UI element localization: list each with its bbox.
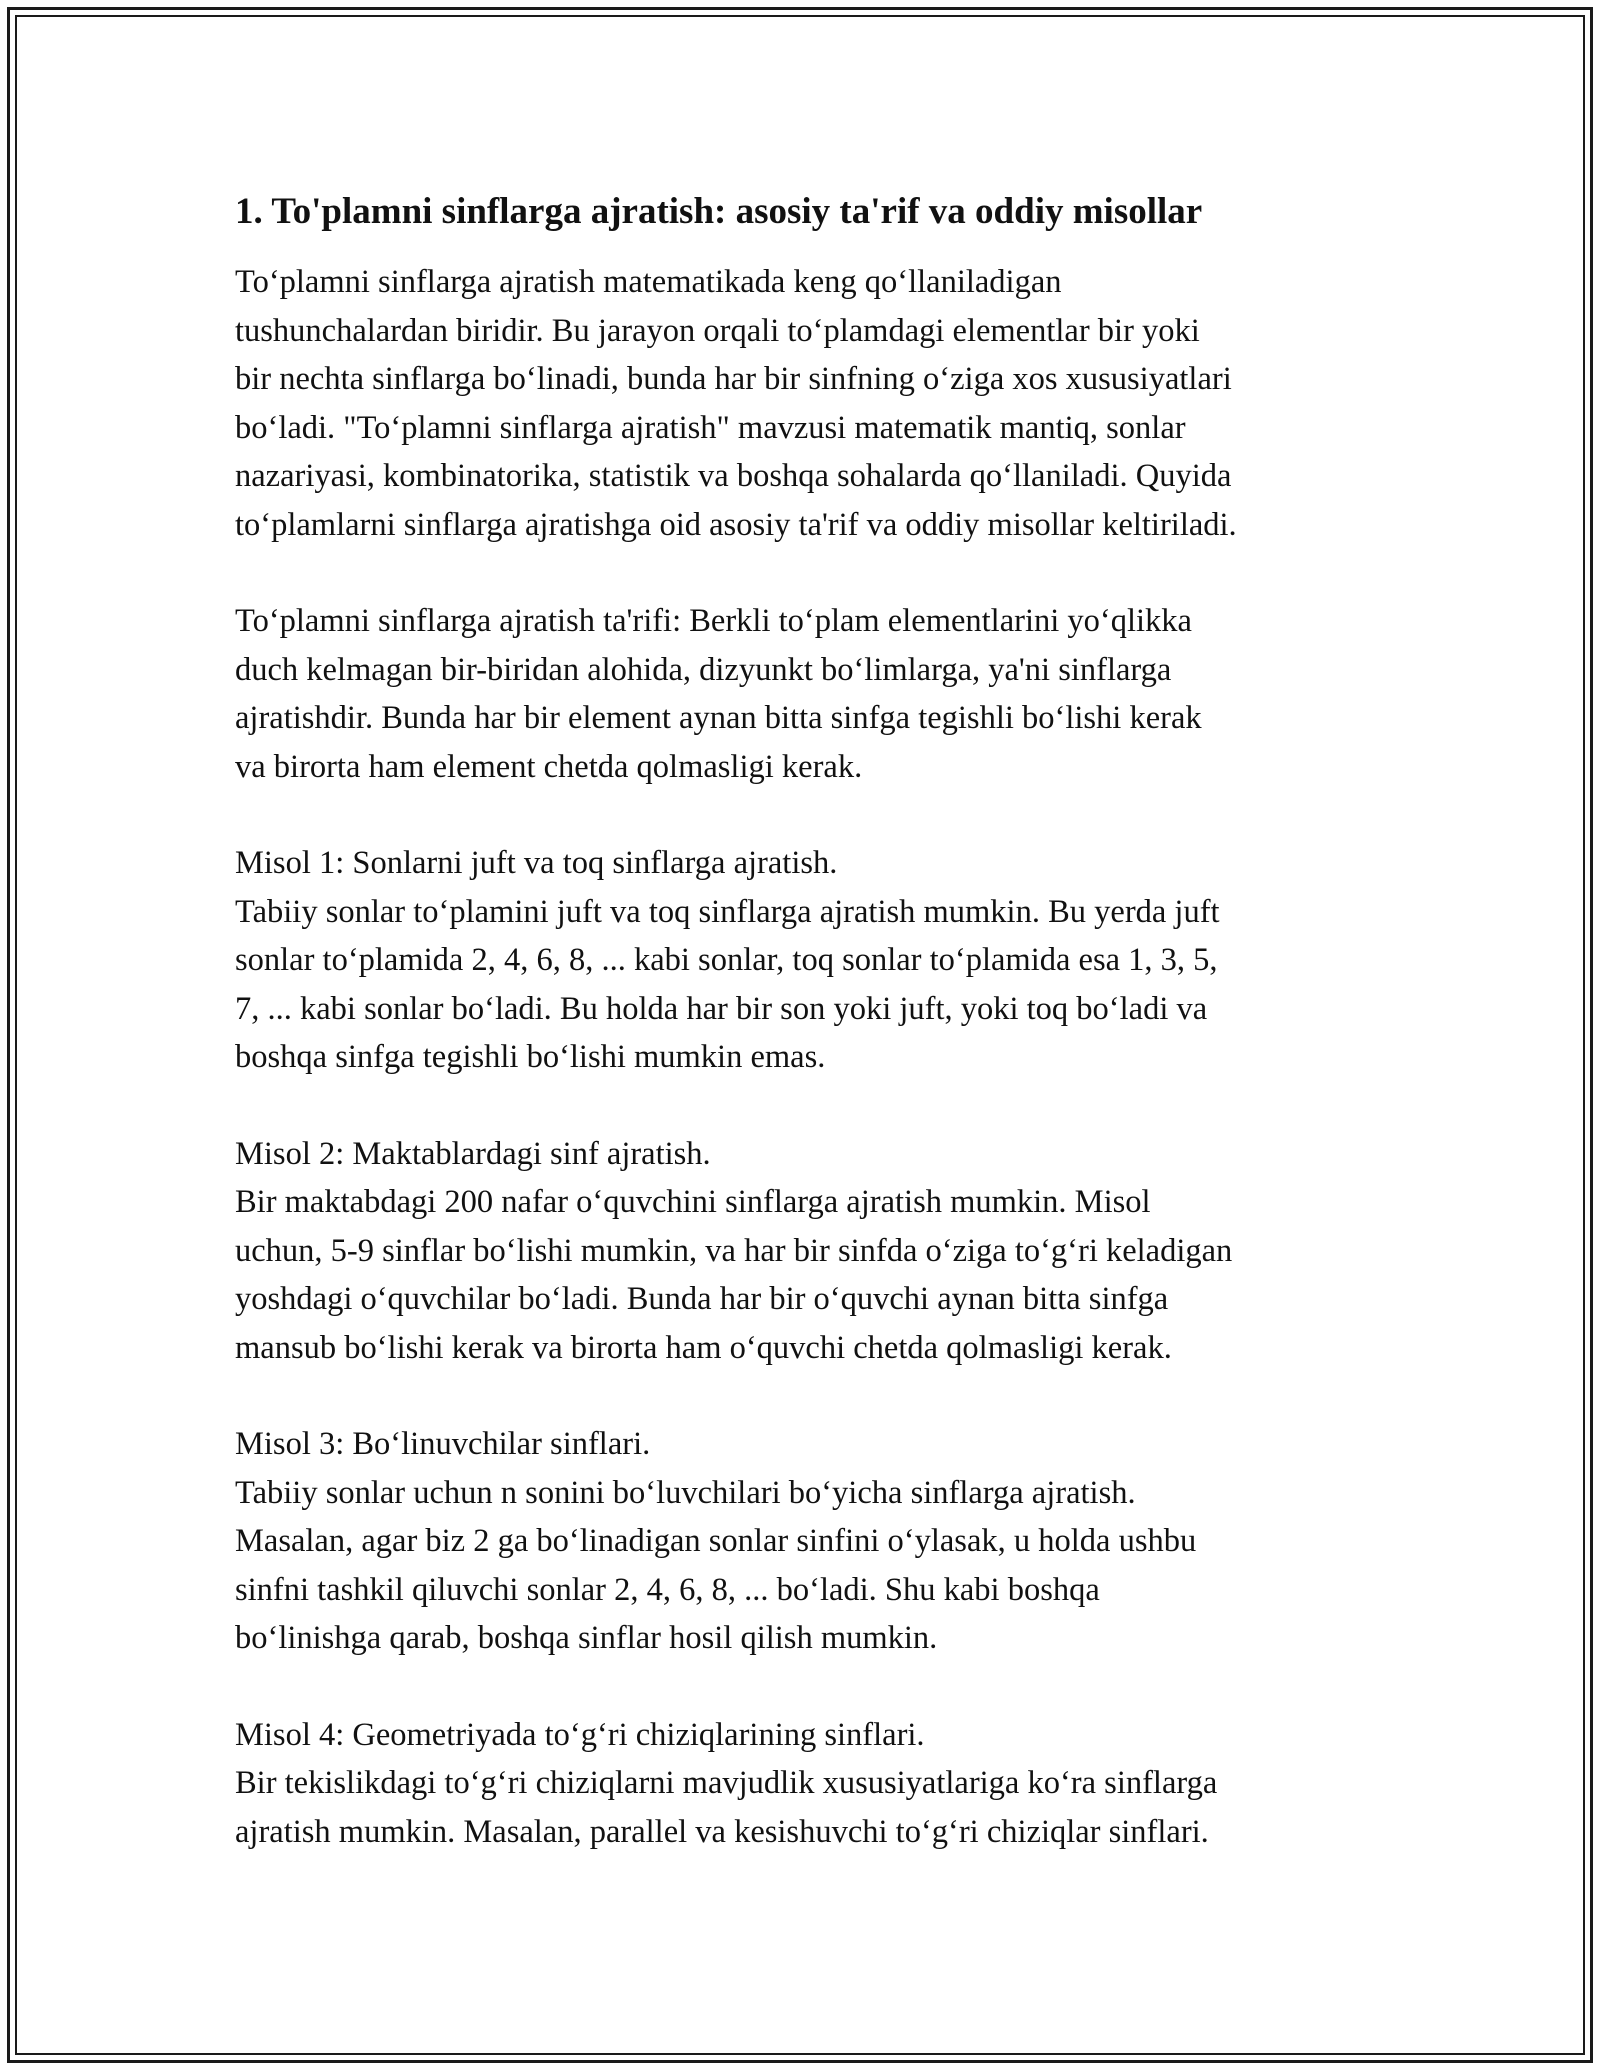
text-line: Bir maktabdagi 200 nafar o‘quvchini sinflarga ajratish mumkin. Misol	[235, 1184, 1151, 1220]
text-line: Tabiiy sonlar to‘plamini juft va toq sinflarga ajratish mumkin. Bu yerda juft	[235, 893, 1220, 930]
text-line: To‘plamni sinflarga ajratish matematikada keng qo‘llaniladigan	[235, 264, 1062, 300]
text-line: duch kelmagan bir-biridan alohida, dizyunkt bo‘limlarga, ya'ni sinflarga	[235, 651, 1172, 688]
document-title: 1. To'plamni sinflarga ajratish: asosiy ta'rif va oddiy misollar	[235, 191, 1203, 232]
text-line: va birorta ham element chetda qolmasligi kerak.	[235, 748, 863, 785]
example-1-paragraph	[235, 839, 1375, 1082]
text-line: tushunchalardan biridir. Bu jarayon orqali to‘plamdagi elementlar bir yoki	[235, 312, 1200, 349]
text-line: ajratish mumkin. Masalan, parallel va kesishuvchi to‘g‘ri chiziqlar sinflari.	[235, 1813, 1209, 1850]
example-4-paragraph	[235, 1711, 1375, 1857]
example-heading: Misol 1: Sonlarni juft va toq sinflarga ajratish.	[235, 845, 838, 881]
text-line: boshqa sinfga tegishli bo‘lishi mumkin emas.	[235, 1039, 826, 1075]
text-line: bo‘linishga qarab, boshqa sinflar hosil qilish mumkin.	[235, 1620, 938, 1656]
text-line: Bir tekislikdagi to‘g‘ri chiziqlarni mavjudlik xususiyatlariga ko‘ra sinflarga	[235, 1765, 1218, 1801]
intro-paragraph	[235, 258, 1375, 549]
document-body	[235, 186, 1375, 1856]
text-line: mansub bo‘lishi kerak va birorta ham o‘quvchi chetda qolmasligi kerak.	[235, 1329, 1172, 1366]
text-line: sonlar to‘plamida 2, 4, 6, 8, ... kabi sonlar, toq sonlar to‘plamida esa 1, 3, 5,	[235, 942, 1218, 978]
example-heading: Misol 4: Geometriyada to‘g‘ri chiziqlarining sinflari.	[235, 1716, 925, 1753]
text-line: Masalan, agar biz 2 ga bo‘linadigan sonlar sinfini o‘ylasak, u holda ushbu	[235, 1523, 1197, 1559]
text-line: bo‘ladi. "To‘plamni sinflarga ajratish" mavzusi matematik mantiq, sonlar	[235, 409, 1186, 446]
text-line: Tabiiy sonlar uchun n sonini bo‘luvchilari bo‘yicha sinflarga ajratish.	[235, 1474, 1136, 1511]
text-line: uchun, 5-9 sinflar bo‘lishi mumkin, va har bir sinfda o‘ziga to‘g‘ri keladigan	[235, 1232, 1233, 1269]
text-line: to‘plamlarni sinflarga ajratishga oid asosiy ta'rif va oddiy misollar keltiriladi.	[235, 506, 1237, 543]
text-line: ajratishdir. Bunda har bir element aynan bitta sinfga tegishli bo‘lishi kerak	[235, 700, 1202, 736]
example-2-paragraph	[235, 1130, 1375, 1373]
text-line: nazariyasi, kombinatorika, statistik va boshqa sohalarda qo‘llaniladi. Quyida	[235, 458, 1232, 494]
example-heading: Misol 3: Bo‘linuvchilar sinflari.	[235, 1426, 651, 1462]
example-heading: Misol 2: Maktablardagi sinf ajratish.	[235, 1135, 711, 1172]
text-line: 7, ... kabi sonlar bo‘ladi. Bu holda har bir son yoki juft, yoki toq bo‘ladi va	[235, 990, 1208, 1027]
text-line: sinfni tashkil qiluvchi sonlar 2, 4, 6, 8, ... bo‘ladi. Shu kabi boshqa	[235, 1571, 1100, 1608]
definition-paragraph	[235, 597, 1375, 791]
example-3-paragraph	[235, 1420, 1375, 1663]
text-line: bir nechta sinflarga bo‘linadi, bunda har bir sinfning o‘ziga xos xususiyatlari	[235, 361, 1232, 397]
text-line: To‘plamni sinflarga ajratish ta'rifi: Berkli to‘plam elementlarini yo‘qlikka	[235, 603, 1192, 639]
text-line: yoshdagi o‘quvchilar bo‘ladi. Bunda har bir o‘quvchi aynan bitta sinfga	[235, 1281, 1169, 1317]
